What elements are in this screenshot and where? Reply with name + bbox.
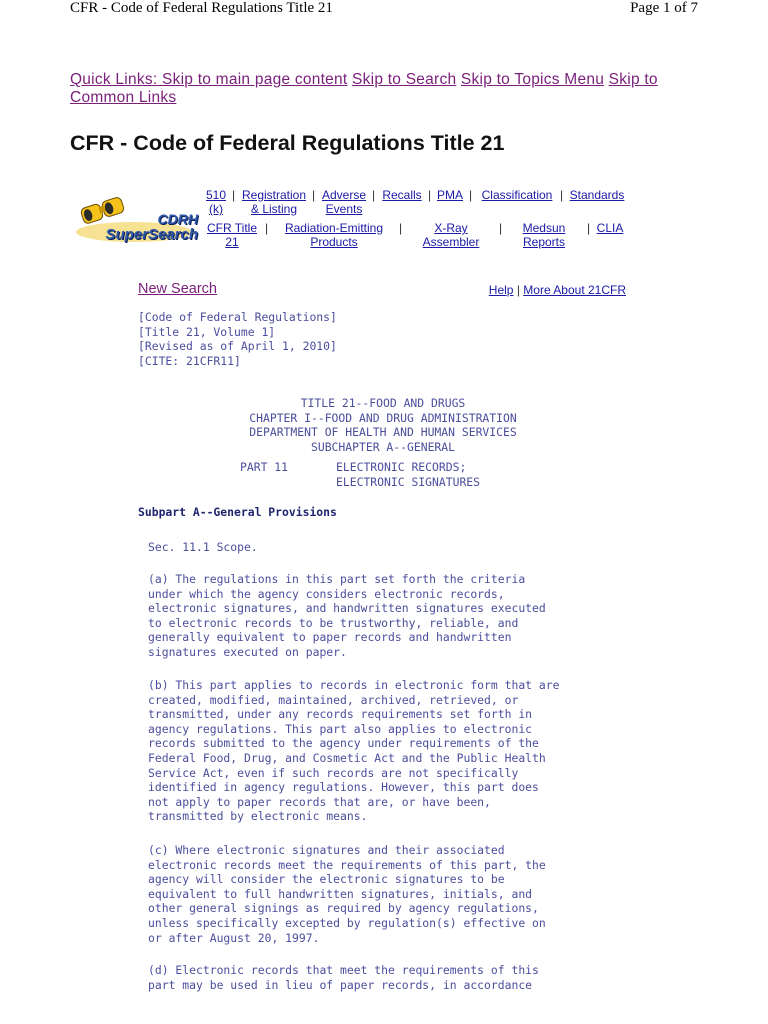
- logo-text: CDRH SuperSearch: [105, 211, 198, 243]
- nav-link-medsun-reports[interactable]: Medsun Reports: [522, 221, 566, 249]
- paragraph-b: (b) This part applies to records in electronic form that are created, modified, maintained, archived, retrieved, or transmitted, under any records requirements set forth in agency regulations. This part also applies to electronic records submitted to the agency under requirements of the Federal Food, Drug, and Cosmetic Act and the Public Health Service Act, even if such records are not specifically identified in agency regulations. However, this part does not apply to paper records that are, or have been, transmitted by electronic means.: [148, 678, 560, 824]
- nav-separator: |: [560, 188, 564, 202]
- nav-link-standards[interactable]: Standards: [569, 188, 625, 202]
- nav-link-510k[interactable]: 510 (k): [205, 188, 227, 216]
- nav-separator: |: [499, 221, 503, 235]
- nav-row-2: [203, 221, 628, 249]
- nav-link-radiation-emitting-products[interactable]: Radiation-Emitting Products: [284, 221, 384, 249]
- section-heading: Sec. 11.1 Scope.: [148, 540, 258, 554]
- nav-link-clia[interactable]: CLIA: [596, 221, 624, 235]
- nav-separator: |: [428, 188, 432, 202]
- paragraph-a: (a) The regulations in this part set forth the criteria under which the agency considers electronic records, electronic signatures, and handwritten signatures executed to electronic records to be trustworthy, reliable, and generally equivalent to paper records and handwritten signatures executed on paper.: [148, 572, 546, 659]
- quick-links: [70, 71, 700, 107]
- paragraph-d: (d) Electronic records that meet the requirements of this part may be used in lieu of paper records, in accordance: [148, 963, 539, 992]
- nav-link-adverse-events[interactable]: Adverse Events: [321, 188, 367, 216]
- title-heading-block: TITLE 21--FOOD AND DRUGS CHAPTER I--FOOD AND DRUG ADMINISTRATION DEPARTMENT OF HEALTH AND HUMAN SERVICES SUBCHAPTER A--GENERAL: [249, 396, 517, 454]
- skip-to-search-link[interactable]: Skip to Search: [352, 71, 457, 88]
- nav-separator: |: [372, 188, 376, 202]
- help-separator: |: [516, 283, 520, 297]
- subpart-heading: Subpart A--General Provisions: [138, 505, 337, 519]
- nav-separator: |: [232, 188, 236, 202]
- print-header-title: CFR - Code of Federal Regulations Title 21: [70, 0, 333, 16]
- citation-block: [Code of Federal Regulations] [Title 21, Volume 1] [Revised as of April 1, 2010] [CITE: 21CFR11]: [138, 310, 337, 368]
- paragraph-c: (c) Where electronic signatures and their associated electronic records meet the requirements of this part, the agency will consider the electronic signatures to be equivalent to full handwritten signatures, initials, and other general signings as required by agency regulations, unless specifically excepted by regulation(s) effective on or after August 20, 1997.: [148, 843, 546, 945]
- cdrh-supersearch-logo[interactable]: [74, 192, 196, 248]
- part-heading: PART 11 ELECTRONIC RECORDS; ELECTRONIC SIGNATURES: [240, 460, 481, 489]
- nav-separator: |: [312, 188, 316, 202]
- nav-link-classification[interactable]: Classification: [481, 188, 553, 202]
- nav-link-registration-listing[interactable]: Registration & Listing: [241, 188, 307, 216]
- nav-link-cfr-title-21[interactable]: CFR Title 21: [206, 221, 257, 249]
- print-header: [70, 0, 698, 20]
- new-search-link[interactable]: New Search: [138, 281, 217, 297]
- nav-link-x-ray-assembler[interactable]: X-Ray Assembler: [422, 221, 480, 249]
- nav-row-1: [203, 188, 628, 216]
- nav-separator: |: [469, 188, 473, 202]
- quick-links-prefix[interactable]: Quick Links: Skip to main page content: [70, 71, 348, 88]
- nav-link-pma[interactable]: PMA: [436, 188, 463, 202]
- nav-separator: |: [265, 221, 269, 235]
- skip-to-common-links-link[interactable]: Skip to Common Links: [70, 71, 658, 106]
- more-about-21cfr-link[interactable]: More About 21CFR: [523, 283, 626, 297]
- nav-link-recalls[interactable]: Recalls: [382, 188, 422, 202]
- help-link[interactable]: Help: [488, 283, 514, 297]
- help-links: [489, 283, 626, 297]
- skip-to-topics-link[interactable]: Skip to Topics Menu: [460, 71, 605, 88]
- page-title: CFR - Code of Federal Regulations Title 21: [70, 131, 505, 155]
- nav-separator: |: [399, 221, 403, 235]
- nav-separator: |: [587, 221, 591, 235]
- print-header-page-number: Page 1 of 7: [630, 0, 698, 16]
